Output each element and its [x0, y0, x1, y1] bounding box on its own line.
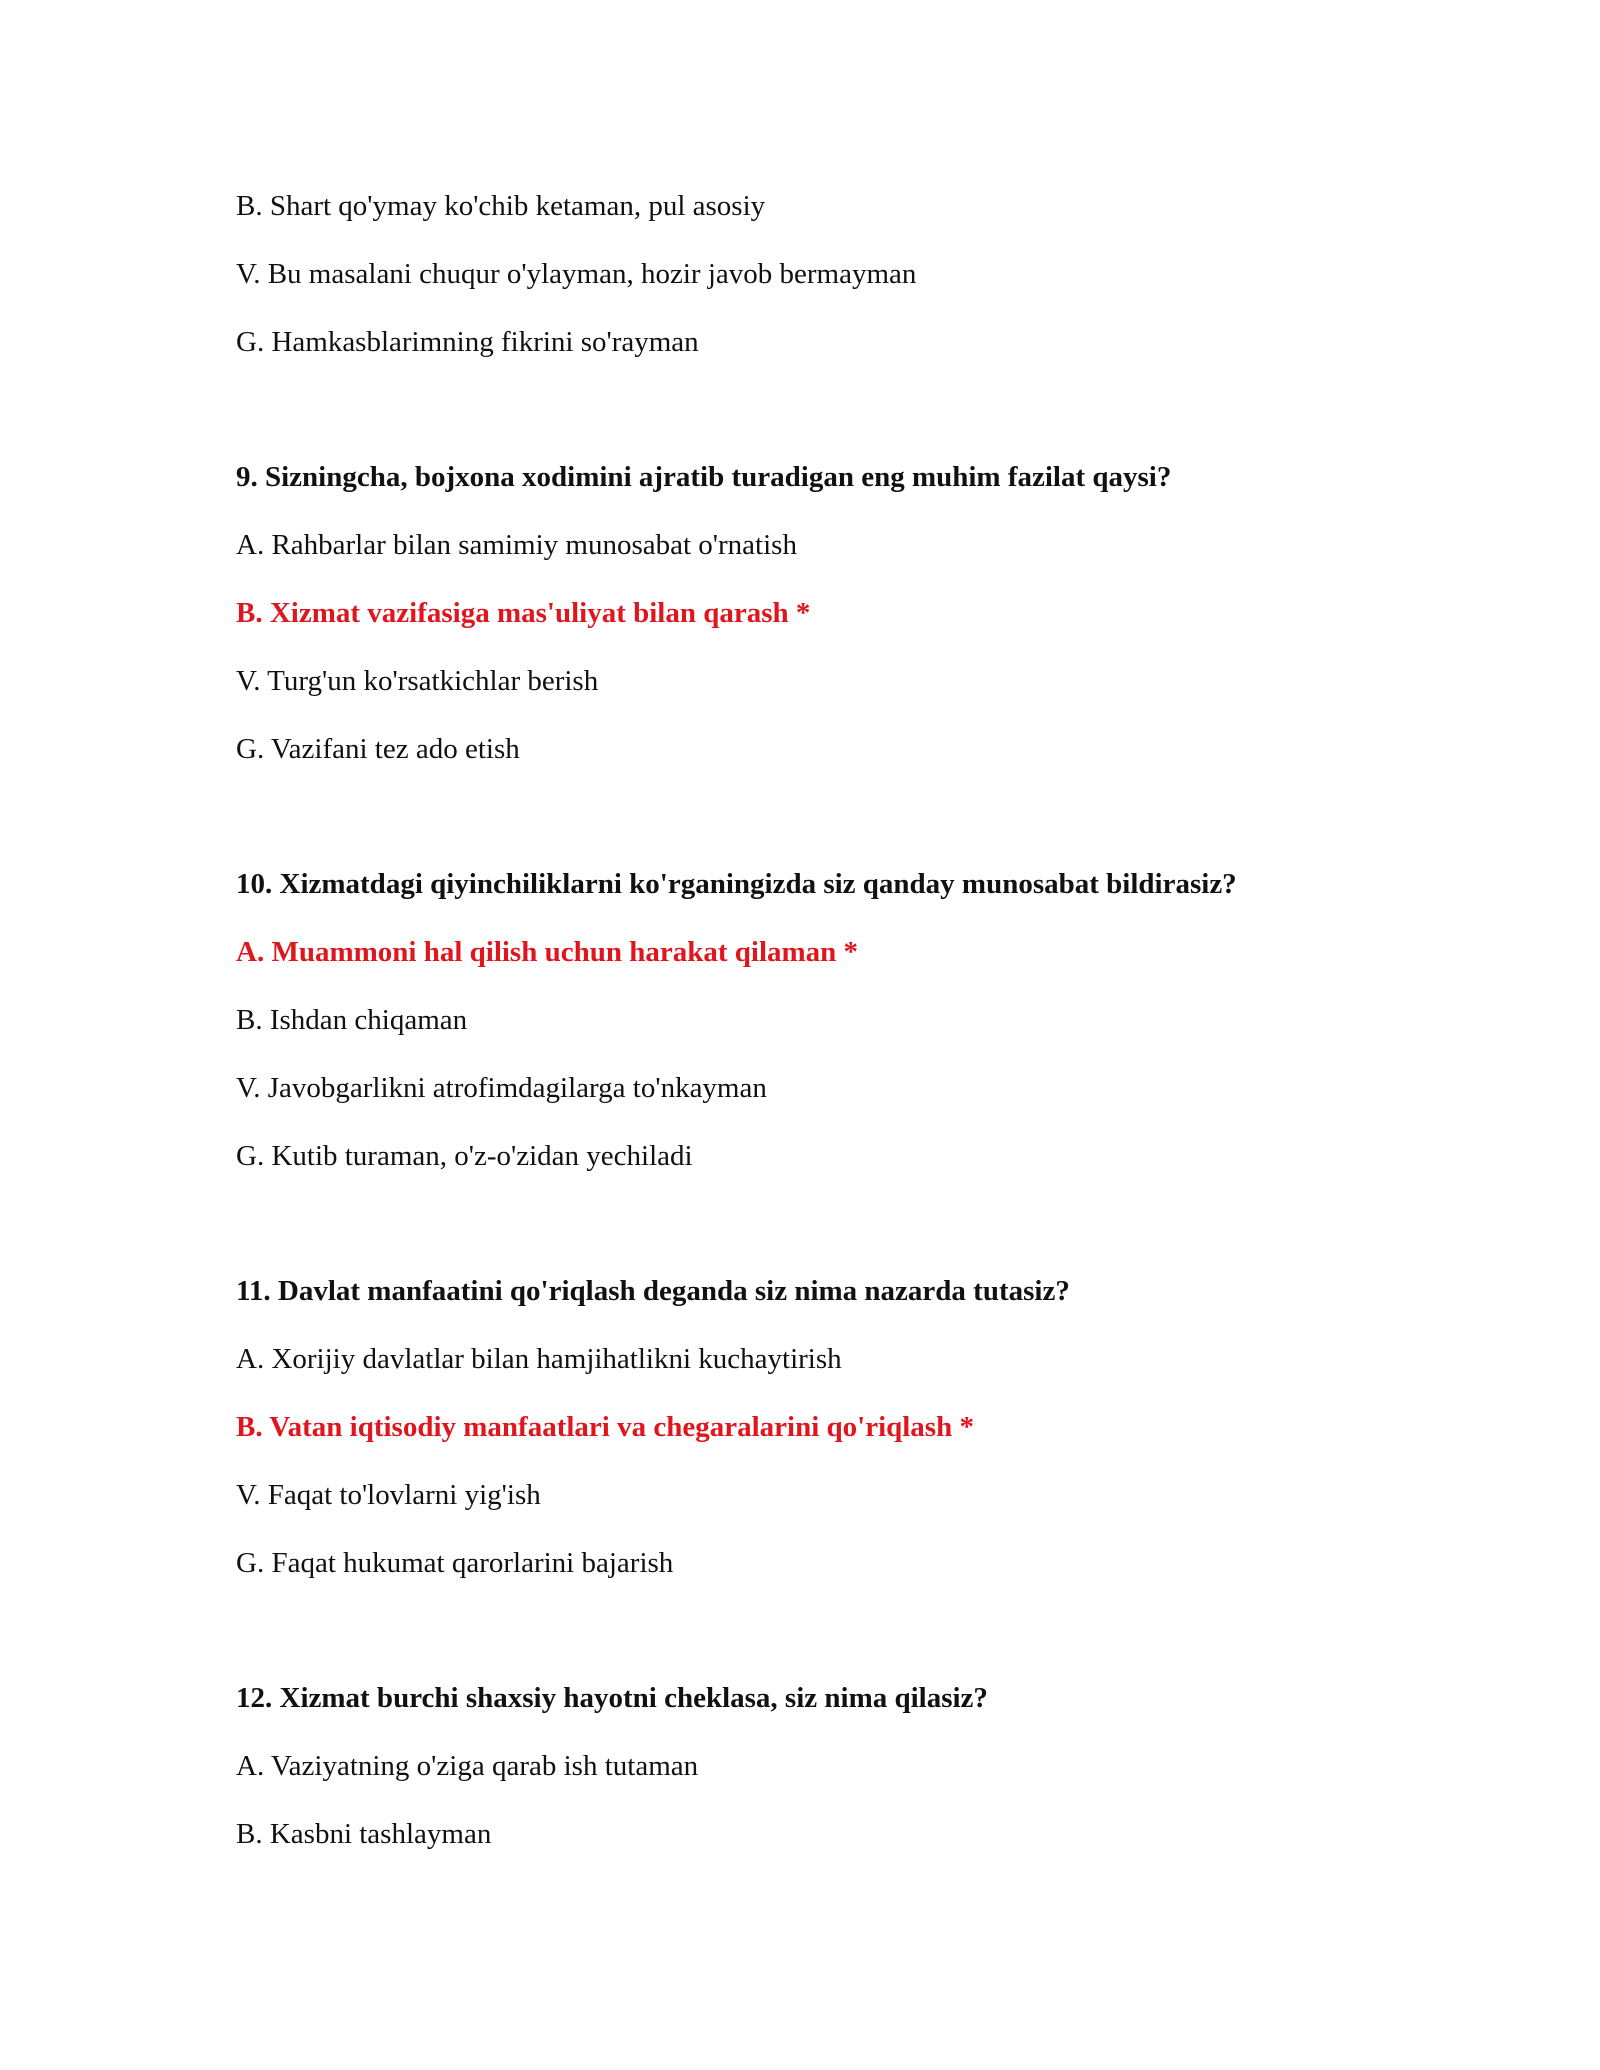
question-9-block	[236, 453, 1436, 793]
spacer	[236, 1200, 1436, 1267]
question-11-block	[236, 1267, 1436, 1607]
spacer	[236, 386, 1436, 453]
q12-question: 12. Xizmat burchi shaxsiy hayotni cheklasa, siz nima qilasiz?	[236, 1682, 988, 1714]
question-8-block	[236, 182, 1436, 386]
question-12-block	[236, 1674, 1436, 1878]
spacer	[236, 793, 1436, 860]
q11-option-a: A. Xorijiy davlatlar bilan hamjihatlikni kuchaytirish	[236, 1343, 842, 1375]
q9-question: 9. Sizningcha, bojxona xodimini ajratib turadigan eng muhim fazilat qaysi?	[236, 461, 1172, 493]
q11-option-v: V. Faqat to'lovlarni yig'ish	[236, 1479, 541, 1511]
q11-option-g: G. Faqat hukumat qarorlarini bajarish	[236, 1547, 674, 1579]
q10-option-g: G. Kutib turaman, o'z-o'zidan yechiladi	[236, 1140, 693, 1172]
q11-option-b-correct: B. Vatan iqtisodiy manfaatlari va chegaralarini qo'riqlash *	[236, 1411, 974, 1443]
q10-option-a-correct: A. Muammoni hal qilish uchun harakat qilaman *	[236, 936, 859, 968]
q9-option-v: V. Turg'un ko'rsatkichlar berish	[236, 665, 599, 697]
q8-option-b: B. Shart qo'ymay ko'chib ketaman, pul asosiy	[236, 190, 766, 222]
quiz-content	[236, 182, 1436, 1878]
q9-option-b-correct: B. Xizmat vazifasiga mas'uliyat bilan qarash *	[236, 597, 811, 629]
q8-option-v: V. Bu masalani chuqur o'ylayman, hozir javob bermayman	[236, 258, 917, 290]
q10-option-b: B. Ishdan chiqaman	[236, 1004, 468, 1036]
spacer	[236, 1607, 1436, 1674]
q10-question: 10. Xizmatdagi qiyinchiliklarni ko'rganingizda siz qanday munosabat bildirasiz?	[236, 868, 1237, 900]
q9-option-g: G. Vazifani tez ado etish	[236, 733, 520, 765]
q12-option-a: A. Vaziyatning o'ziga qarab ish tutaman	[236, 1750, 699, 1782]
q9-option-a: A. Rahbarlar bilan samimiy munosabat o'rnatish	[236, 529, 797, 561]
question-10-block	[236, 860, 1436, 1200]
q12-option-b: B. Kasbni tashlayman	[236, 1818, 492, 1850]
q10-option-v: V. Javobgarlikni atrofimdagilarga to'nkayman	[236, 1072, 767, 1104]
q11-question: 11. Davlat manfaatini qo'riqlash deganda siz nima nazarda tutasiz?	[236, 1275, 1070, 1307]
q8-option-g: G. Hamkasblarimning fikrini so'rayman	[236, 326, 699, 358]
